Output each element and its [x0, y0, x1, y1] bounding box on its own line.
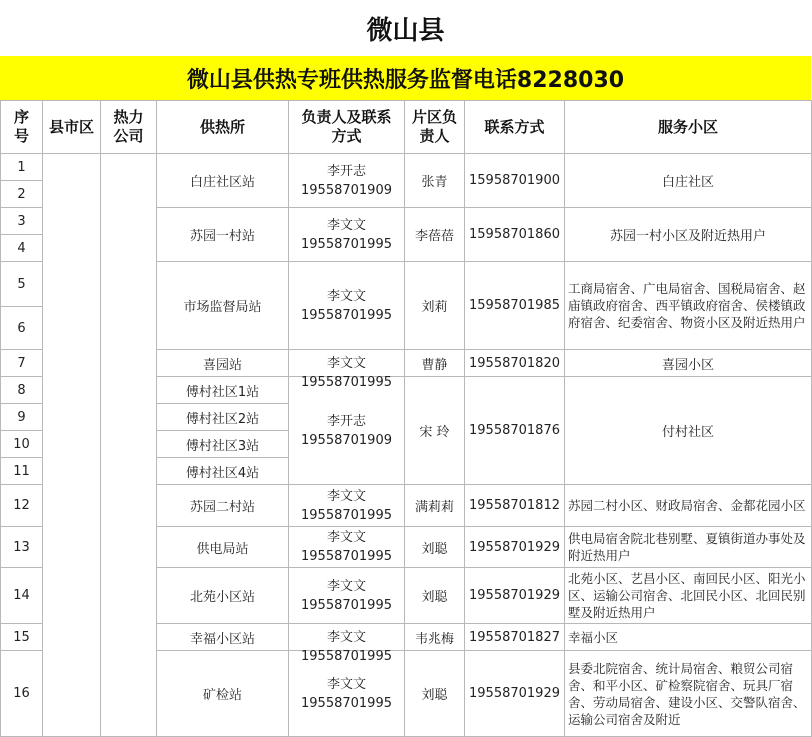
station-cell[interactable]: 幸福小区站	[157, 624, 289, 651]
area-head-cell[interactable]: 刘聪	[405, 651, 465, 737]
station-cell[interactable]: 白庄社区站	[157, 154, 289, 208]
manager-cell[interactable]	[289, 485, 405, 527]
communities-cell[interactable]: 喜园小区	[565, 350, 812, 377]
phone-cell[interactable]: 19558701827	[465, 624, 565, 651]
communities-cell[interactable]: 白庄社区	[565, 154, 812, 208]
row-number[interactable]: 12	[1, 485, 43, 527]
phone-cell[interactable]: 19558701876	[465, 377, 565, 485]
row-number[interactable]: 7	[1, 350, 43, 377]
row-number[interactable]: 5	[1, 262, 43, 307]
manager-cell[interactable]	[289, 350, 405, 390]
communities-cell[interactable]: 苏园二村小区、财政局宿舍、金都花园小区	[565, 485, 812, 527]
phone-cell[interactable]: 15958701860	[465, 208, 565, 262]
area-head-cell[interactable]: 张青	[405, 154, 465, 208]
station-cell[interactable]: 傅村社区4站	[157, 458, 289, 485]
manager-cell[interactable]	[289, 262, 405, 350]
manager-phone: 19558701995	[301, 549, 392, 564]
manager-cell[interactable]	[289, 374, 405, 485]
manager-phone: 19558701995	[301, 307, 392, 323]
station-cell[interactable]: 傅村社区2站	[157, 404, 289, 431]
row-number[interactable]: 3	[1, 208, 43, 235]
hotline-banner: 微山县供热专班供热服务监督电话8228030	[0, 56, 811, 101]
header-seq[interactable]: 序号	[1, 101, 43, 154]
manager-phone: 19558701995	[301, 236, 392, 252]
manager-phone: 19558701995	[301, 648, 392, 664]
row-number[interactable]: 16	[1, 651, 43, 737]
station-cell[interactable]: 北苑小区站	[157, 568, 289, 624]
manager-name: 李文文	[326, 355, 366, 371]
header-area-head[interactable]: 片区负责人	[405, 101, 465, 154]
communities-cell[interactable]: 县委北院宿舍、统计局宿舍、粮贸公司宿舍、和平小区、矿检察院宿舍、玩具厂宿舍、劳动局宿舍、建设小区、交警队宿舍、运输公司宿舍及附近	[565, 651, 812, 737]
phone-cell[interactable]: 19558701929	[465, 651, 565, 737]
station-cell[interactable]: 苏园一村站	[157, 208, 289, 262]
company-cell[interactable]	[101, 154, 157, 737]
station-cell[interactable]: 矿检站	[157, 651, 289, 737]
manager-name: 李文文	[326, 676, 366, 692]
header-station[interactable]: 供热所	[157, 101, 289, 154]
station-cell[interactable]: 喜园站	[157, 350, 289, 377]
row-number[interactable]: 15	[1, 624, 43, 651]
manager-name: 李文文	[326, 629, 366, 645]
header-company[interactable]: 热力公司	[101, 101, 157, 154]
station-cell[interactable]: 苏园二村站	[157, 485, 289, 527]
area-head-cell[interactable]: 刘聪	[405, 527, 465, 568]
manager-phone: 19558701909	[301, 432, 392, 448]
communities-cell[interactable]: 工商局宿舍、广电局宿舍、国税局宿舍、赵庙镇政府宿舍、西平镇政府宿舍、侯楼镇政府宿舍、纪委宿舍、物资小区及附近热用户	[565, 262, 812, 350]
station-cell[interactable]: 傅村社区3站	[157, 431, 289, 458]
manager-cell[interactable]	[289, 624, 405, 664]
header-county[interactable]: 县市区	[43, 101, 101, 154]
phone-cell[interactable]: 19558701929	[465, 568, 565, 624]
area-head-cell[interactable]: 李蓓蓓	[405, 208, 465, 262]
phone-cell[interactable]: 15958701985	[465, 262, 565, 350]
manager-phone: 19558701909	[301, 182, 392, 198]
row-number[interactable]: 14	[1, 568, 43, 624]
area-head-cell[interactable]: 韦兆梅	[405, 624, 465, 651]
manager-cell[interactable]	[289, 154, 405, 208]
table-row	[1, 154, 812, 181]
station-cell[interactable]: 傅村社区1站	[157, 377, 289, 404]
header-manager[interactable]: 负责人及联系方式	[289, 101, 405, 154]
communities-cell[interactable]: 苏园一村小区及附近热用户	[565, 208, 812, 262]
row-number[interactable]: 9	[1, 404, 43, 431]
area-head-cell[interactable]: 满莉莉	[405, 485, 465, 527]
area-head-cell[interactable]: 刘聪	[405, 568, 465, 624]
manager-name: 李开志	[326, 163, 366, 179]
header-row	[1, 101, 812, 154]
row-number[interactable]: 8	[1, 377, 43, 404]
row-number[interactable]: 6	[1, 307, 43, 350]
header-phone[interactable]: 联系方式	[465, 101, 565, 154]
communities-cell[interactable]: 北苑小区、艺昌小区、南回民小区、阳光小区、运输公司宿舍、北回民小区、北回民别墅及附近热用户	[565, 568, 812, 624]
manager-name: 李开志	[326, 413, 366, 429]
manager-name: 李文文	[326, 578, 366, 594]
phone-cell[interactable]: 15958701900	[465, 154, 565, 208]
manager-phone: 19558701995	[301, 507, 392, 523]
row-number[interactable]: 10	[1, 431, 43, 458]
row-number[interactable]: 2	[1, 181, 43, 208]
row-number[interactable]: 11	[1, 458, 43, 485]
county-cell[interactable]	[43, 154, 101, 737]
area-head-cell[interactable]: 刘莉	[405, 262, 465, 350]
station-cell[interactable]: 市场监督局站	[157, 262, 289, 350]
manager-cell[interactable]	[289, 208, 405, 262]
row-number[interactable]: 1	[1, 154, 43, 181]
manager-name: 李文文	[326, 530, 366, 545]
manager-name: 李文文	[326, 217, 366, 233]
phone-cell[interactable]: 19558701820	[465, 350, 565, 377]
sheet-title: 微山县	[0, 0, 811, 57]
manager-phone: 19558701995	[301, 695, 392, 711]
communities-cell[interactable]: 幸福小区	[565, 624, 812, 651]
row-number[interactable]: 13	[1, 527, 43, 568]
header-communities[interactable]: 服务小区	[565, 101, 812, 154]
manager-phone: 19558701995	[301, 374, 392, 390]
communities-cell[interactable]: 付村社区	[565, 377, 812, 485]
manager-name: 李文文	[326, 488, 366, 504]
station-cell[interactable]: 供电局站	[157, 527, 289, 568]
area-head-cell[interactable]: 宋 玲	[405, 377, 465, 485]
manager-name: 李文文	[326, 288, 366, 304]
manager-cell[interactable]	[289, 527, 405, 568]
manager-phone: 19558701995	[301, 597, 392, 613]
heating-service-table	[0, 100, 812, 737]
phone-cell[interactable]: 19558701929	[465, 527, 565, 568]
row-number[interactable]: 4	[1, 235, 43, 262]
area-head-cell[interactable]: 曹静	[405, 350, 465, 377]
manager-cell[interactable]	[289, 568, 405, 624]
communities-cell[interactable]: 供电局宿舍院北巷别墅、夏镇街道办事处及附近热用户	[565, 527, 812, 568]
phone-cell[interactable]: 19558701812	[465, 485, 565, 527]
